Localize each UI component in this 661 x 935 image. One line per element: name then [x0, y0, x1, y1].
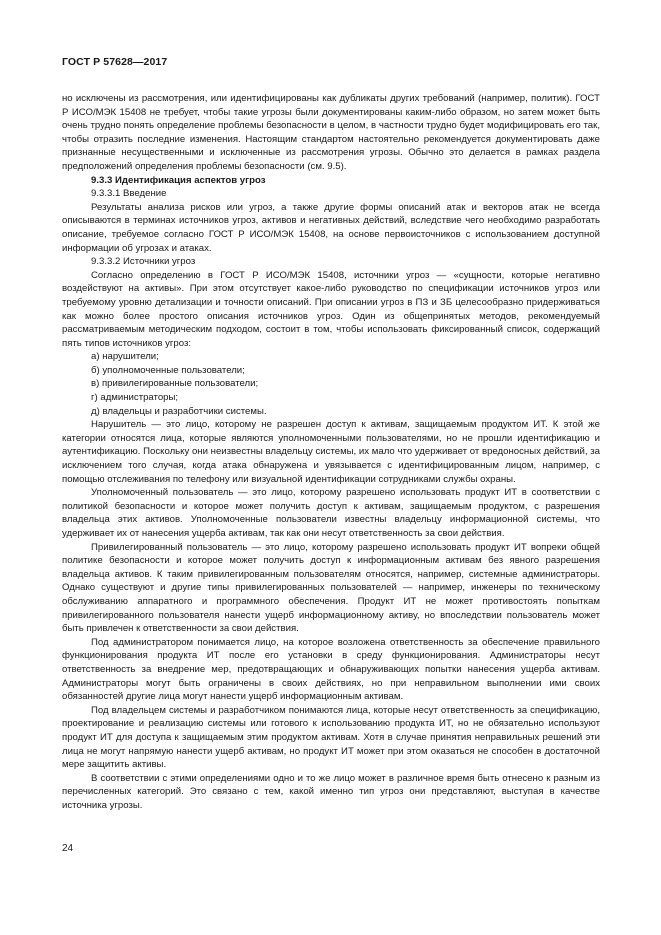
- paragraph-privileged-user: Привилегированный пользователь — это лицо, которому разрешено использовать продукт ИТ вопреки общей политике безопасности и которое может получить доступ к информационным активам без явного разрешения владельца активов. К таким привилегированным пользователям относятся, например, системные администраторы. Однако существуют и другие типы привилегированных пользователей — например, инженеры по техническому обслуживанию аппаратного и программного обеспечения. Продукт ИТ не может противостоять попыткам привилегированного пользователя нанести ущерб информационному активу, но впоследствии пользователь может быть привлечен к ответственности за свои действия.: [62, 541, 600, 635]
- list-item: г) администраторы;: [91, 392, 179, 404]
- list-item: б) уполномоченные пользователи;: [91, 364, 245, 376]
- paragraph-conclusion: В соответствии с этими определениями одно и то же лицо может в различное время быть отнесено к разным из перечисленных категорий. Это связано с тем, какой именно тип угроз они представляют, выступая в качестве источника угрозы.: [62, 772, 600, 811]
- paragraph-intruder: Нарушитель — это лицо, которому не разрешен доступ к активам, защищаемым продуктом ИТ. К этой же категории относятся лица, которые являются уполномоченными пользователями, но не прошли идентификацию и аутентификацию. Поскольку они неизвестны владельцу системы, их мало что удерживает от вредоносных действий, за исключением того случая, когда атака обнаружена и увязывается с идентифицированным лицом, например, с помощью отслеживания по телефону или визуальной идентификации сотрудниками службы охраны.: [62, 419, 600, 485]
- section-9-3-3-1-text: Результаты анализа рисков или угроз, а также другие формы описаний атак и векторов атак не всегда описываются в терминах источников угроз, активов и негативных действий, вследствие чего необходимо разработать описание, требуемое согласно ГОСТ Р ИСО/МЭК 15408, на основе первоисточников с использованием доступной информации об угрозах и атаках.: [62, 201, 600, 254]
- section-9-3-3-2-heading: 9.3.3.2 Источники угроз: [91, 256, 196, 268]
- page-number: 24: [62, 843, 74, 854]
- section-9-3-3-heading: 9.3.3 Идентификация аспектов угроз: [91, 174, 266, 186]
- paragraph-authorized-user: Уполномоченный пользователь — это лицо, которому разрешено использовать продукт ИТ в соответствии с политикой безопасности и которое может получить доступ к активам, защищаемым продуктом, с разрешения владельца этих активов. Уполномоченные пользователи известны владельцу информационной системы, что удерживает их от нанесения ущерба активам, так как они несут ответственность за свои действия.: [62, 487, 600, 539]
- section-9-3-3-2-text: Согласно определению в ГОСТ Р ИСО/МЭК 15408, источники угроз — «сущности, которые негативно воздействуют на активы». При этом отсутствует какое-либо руководство по спецификации источников угроз или требуемому уровню детализации и точности описаний. При описании угроз в ПЗ и ЗБ целесообразно придерживаться как можно более простого описания источников угроз. Один из общепринятых методов, рекомендуемый рассматриваемым методическим подходом, состоит в том, чтобы использовать фиксированный список, содержащий пять типов источников угроз:: [62, 269, 600, 349]
- list-item: д) владельцы и разработчики системы.: [91, 405, 267, 417]
- document-body: [62, 92, 600, 812]
- list-item: в) привилегированные пользователи;: [91, 378, 259, 390]
- intro-paragraph: но исключены из рассмотрения, или идентифицированы как дубликаты других требований (например, политик). ГОСТ Р ИСО/МЭК 15408 не требует, чтобы такие угрозы были документированы каким-либо образом, но затем может быть очень трудно понять определение проблемы безопасности в целом, в частности трудно будет модифицировать его так, чтобы отразить последние изменения. Настоящим стандартом настоятельно рекомендуется документировать даже признанные несущественными и исключенные из рассмотрения угрозы. Обычно это делается в рамках раздела предположений определения проблемы безопасности (см. 9.5).: [62, 93, 600, 172]
- page-header-title: ГОСТ Р 57628—2017: [62, 56, 168, 68]
- section-9-3-3-1-heading: 9.3.3.1 Введение: [91, 188, 167, 200]
- paragraph-owner-developer: Под владельцем системы и разработчиком понимаются лица, которые несут ответственность за спецификацию, проектирование и реализацию системы или готового к использованию продукта ИТ, но не обязательно используют продукт ИТ для доступа к защищаемым этим продуктом активам. Хотя в случае принятия неправильных решений эти лица не могут напрямую нанести ущерб активам, но продукт ИТ может при этом оказаться не способен в достаточной мере защитить активы.: [62, 704, 600, 771]
- paragraph-administrator: Под администратором понимается лицо, на которое возложена ответственность за обеспечение правильного функционирования продукта ИТ после его установки в среду функционирования. Администраторы несут ответственность за внедрение мер, предотвращающих и обнаруживающих попытки нанесения ущерба активам. Администраторы могут быть ограничены в своих действиях, но при неправильном выполнении ими своих обязанностей другие лица могут нанести ущерб информационным активам.: [62, 636, 600, 703]
- list-item: а) нарушители;: [91, 351, 159, 363]
